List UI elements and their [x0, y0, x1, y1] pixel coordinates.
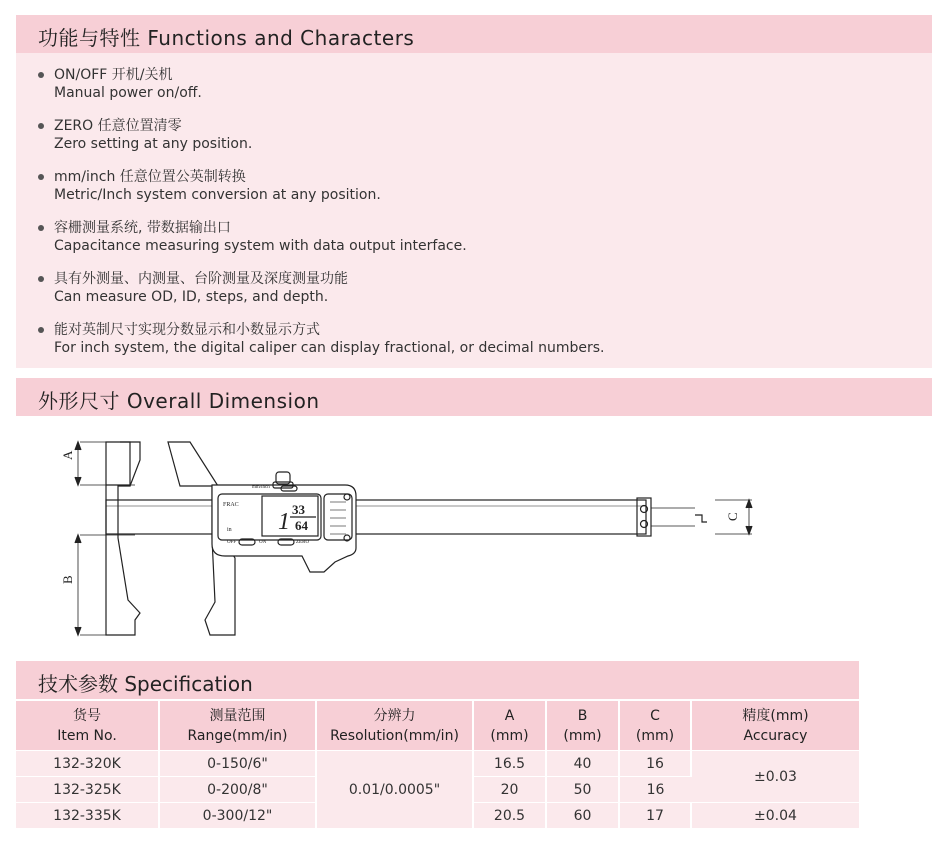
cell-range: 0-200/8" [159, 777, 316, 803]
feature-cn: 能对英制尺寸实现分数显示和小数显示方式 [54, 322, 320, 338]
mm-inch-label: mm/inch [252, 485, 270, 490]
feature-en: Manual power on/off. [54, 85, 202, 101]
cell-item: 132-325K [16, 777, 159, 803]
feature-en: Can measure OD, ID, steps, and depth. [54, 289, 329, 305]
cell-b: 50 [546, 777, 619, 803]
dimension-b [60, 535, 135, 635]
bullet-icon [38, 276, 44, 282]
spec-title: 技术参数 Specification [38, 672, 253, 696]
bullet-icon [38, 225, 44, 231]
cell-item: 132-335K [16, 803, 159, 829]
cell-resolution: 0.01/0.0005" [316, 751, 473, 829]
feature-en: For inch system, the digital caliper can display fractional, or decimal numbers. [54, 340, 605, 356]
label-b: B [60, 575, 75, 584]
caliper-drawing [40, 430, 770, 645]
display-denominator: 64 [295, 518, 308, 533]
cell-a: 20 [473, 777, 546, 803]
cell-range: 0-150/6" [159, 751, 316, 777]
dimension-header [16, 378, 932, 416]
digital-head [212, 472, 356, 572]
feature-en: Metric/Inch system conversion at any position. [54, 187, 381, 203]
main-beam [106, 498, 707, 536]
fixed-jaw [106, 442, 140, 635]
functions-panel [16, 53, 932, 368]
feature-item [38, 117, 252, 153]
feature-item [38, 66, 202, 102]
feature-item [38, 321, 604, 357]
cell-accuracy: ±0.03 [691, 751, 859, 803]
feature-cn: mm/inch 任意位置公英制转换 [54, 169, 246, 185]
cell-c: 17 [619, 803, 691, 829]
cell-b: 60 [546, 803, 619, 829]
display-numerator: 33 [292, 502, 305, 517]
bullet-icon [38, 72, 44, 78]
header-range: 测量范围 Range(mm/in) [159, 701, 316, 751]
feature-cn: ZERO 任意位置清零 [54, 118, 182, 134]
cell-item: 132-320K [16, 751, 159, 777]
spec-header [16, 661, 859, 699]
label-c: C [725, 512, 740, 521]
functions-title: 功能与特性 Functions and Characters [38, 26, 415, 50]
feature-en: Zero setting at any position. [54, 136, 253, 152]
zero-label: ZERO [296, 540, 310, 545]
bullet-icon [38, 327, 44, 333]
label-a: A [60, 450, 75, 460]
feature-item [38, 219, 467, 255]
cell-range: 0-300/12" [159, 803, 316, 829]
cell-accuracy: ±0.04 [691, 803, 859, 829]
functions-header [16, 15, 932, 53]
dimension-c [715, 500, 752, 534]
header-accuracy: 精度(mm) Accuracy [691, 701, 859, 751]
table-header-row [16, 701, 859, 751]
cell-a: 16.5 [473, 751, 546, 777]
on-label: ON [259, 540, 267, 545]
spec-table [16, 701, 859, 828]
bullet-icon [38, 174, 44, 180]
feature-cn: 容栅测量系统, 带数据输出口 [54, 220, 231, 236]
header-b: B (mm) [546, 701, 619, 751]
header-item: 货号 Item No. [16, 701, 159, 751]
display-digit: 1 [278, 509, 290, 535]
dimension-a [60, 442, 135, 485]
in-label: in [227, 527, 232, 533]
feature-cn: 具有外测量、内测量、台阶测量及深度测量功能 [54, 271, 348, 287]
cell-b: 40 [546, 751, 619, 777]
cell-c: 16 [619, 777, 691, 803]
header-c: C (mm) [619, 701, 691, 751]
cell-a: 20.5 [473, 803, 546, 829]
dimension-title: 外形尺寸 Overall Dimension [38, 389, 320, 413]
cell-c: 16 [619, 751, 691, 777]
bullet-icon [38, 123, 44, 129]
header-a: A (mm) [473, 701, 546, 751]
header-resolution: 分辨力 Resolution(mm/in) [316, 701, 473, 751]
feature-item [38, 168, 381, 204]
feature-en: Capacitance measuring system with data output interface. [54, 238, 467, 254]
table-row [16, 751, 859, 777]
feature-cn: ON/OFF 开机/关机 [54, 67, 173, 83]
off-label: OFF [227, 540, 237, 545]
frac-label: FRAC [223, 502, 239, 508]
feature-item [38, 270, 348, 306]
